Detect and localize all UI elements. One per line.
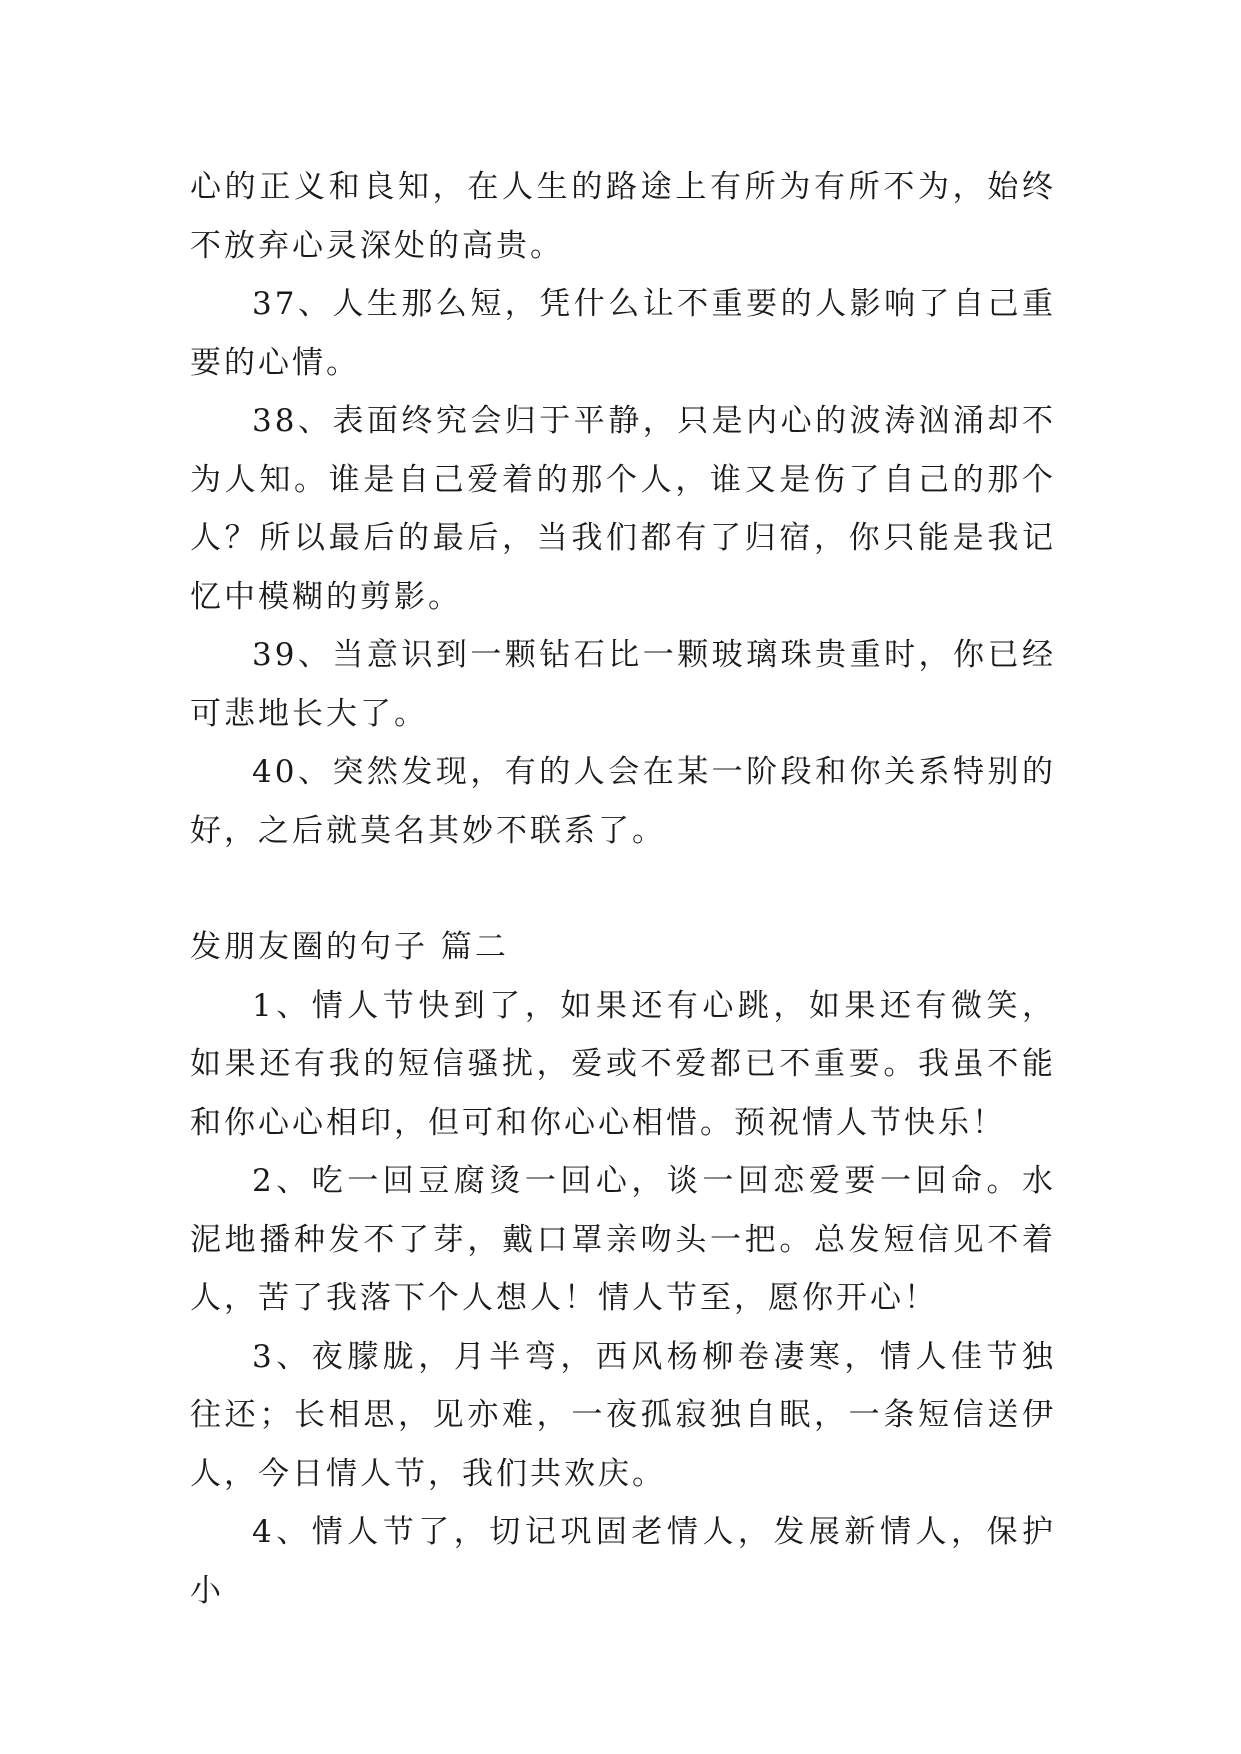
document-body xyxy=(190,158,1056,1620)
section-paragraph-3: 3、夜朦胧，月半弯，西风杨柳卷凄寒，情人佳节独往还；长相思，见亦难，一夜孤寂独自眠，一条短信送伊人，今日情人节，我们共欢庆。 xyxy=(190,1338,1056,1492)
section-paragraph-4: 4、情人节了，切记巩固老情人，发展新情人，保护小 xyxy=(190,1514,1056,1609)
section-paragraph-1: 1、情人节快到了，如果还有心跳，如果还有微笑，如果还有我的短信骚扰，爱或不爱都已不重要。我虽不能和你心心相印，但可和你心心相惜。预祝情人节快乐！ xyxy=(190,987,1056,1141)
section-heading: 发朋友圈的句子 篇二 xyxy=(190,929,509,965)
paragraph-39: 39、当意识到一颗钻石比一颗玻璃珠贵重时，你已经可悲地长大了。 xyxy=(190,637,1056,732)
section-paragraph-2: 2、吃一回豆腐烫一回心，谈一回恋爱要一回命。水泥地播种发不了芽，戴口罩亲吻头一把。总发短信见不着人，苦了我落下个人想人！情人节至，愿你开心！ xyxy=(190,1163,1056,1316)
paragraph-continuation: 心的正义和良知，在人生的路途上有所为有所不为，始终不放弃心灵深处的高贵。 xyxy=(190,169,1056,264)
paragraph-40: 40、突然发现，有的人会在某一阶段和你关系特别的好，之后就莫名其妙不联系了。 xyxy=(190,754,1056,849)
paragraph-37: 37、人生那么短，凭什么让不重要的人影响了自己重要的心情。 xyxy=(190,286,1056,381)
paragraph-38: 38、表面终究会归于平静，只是内心的波涛汹涌却不为人知。谁是自己爱着的那个人，谁又是伤了自己的那个人？所以最后的最后，当我们都有了归宿，你只能是我记忆中模糊的剪影。 xyxy=(190,403,1056,615)
